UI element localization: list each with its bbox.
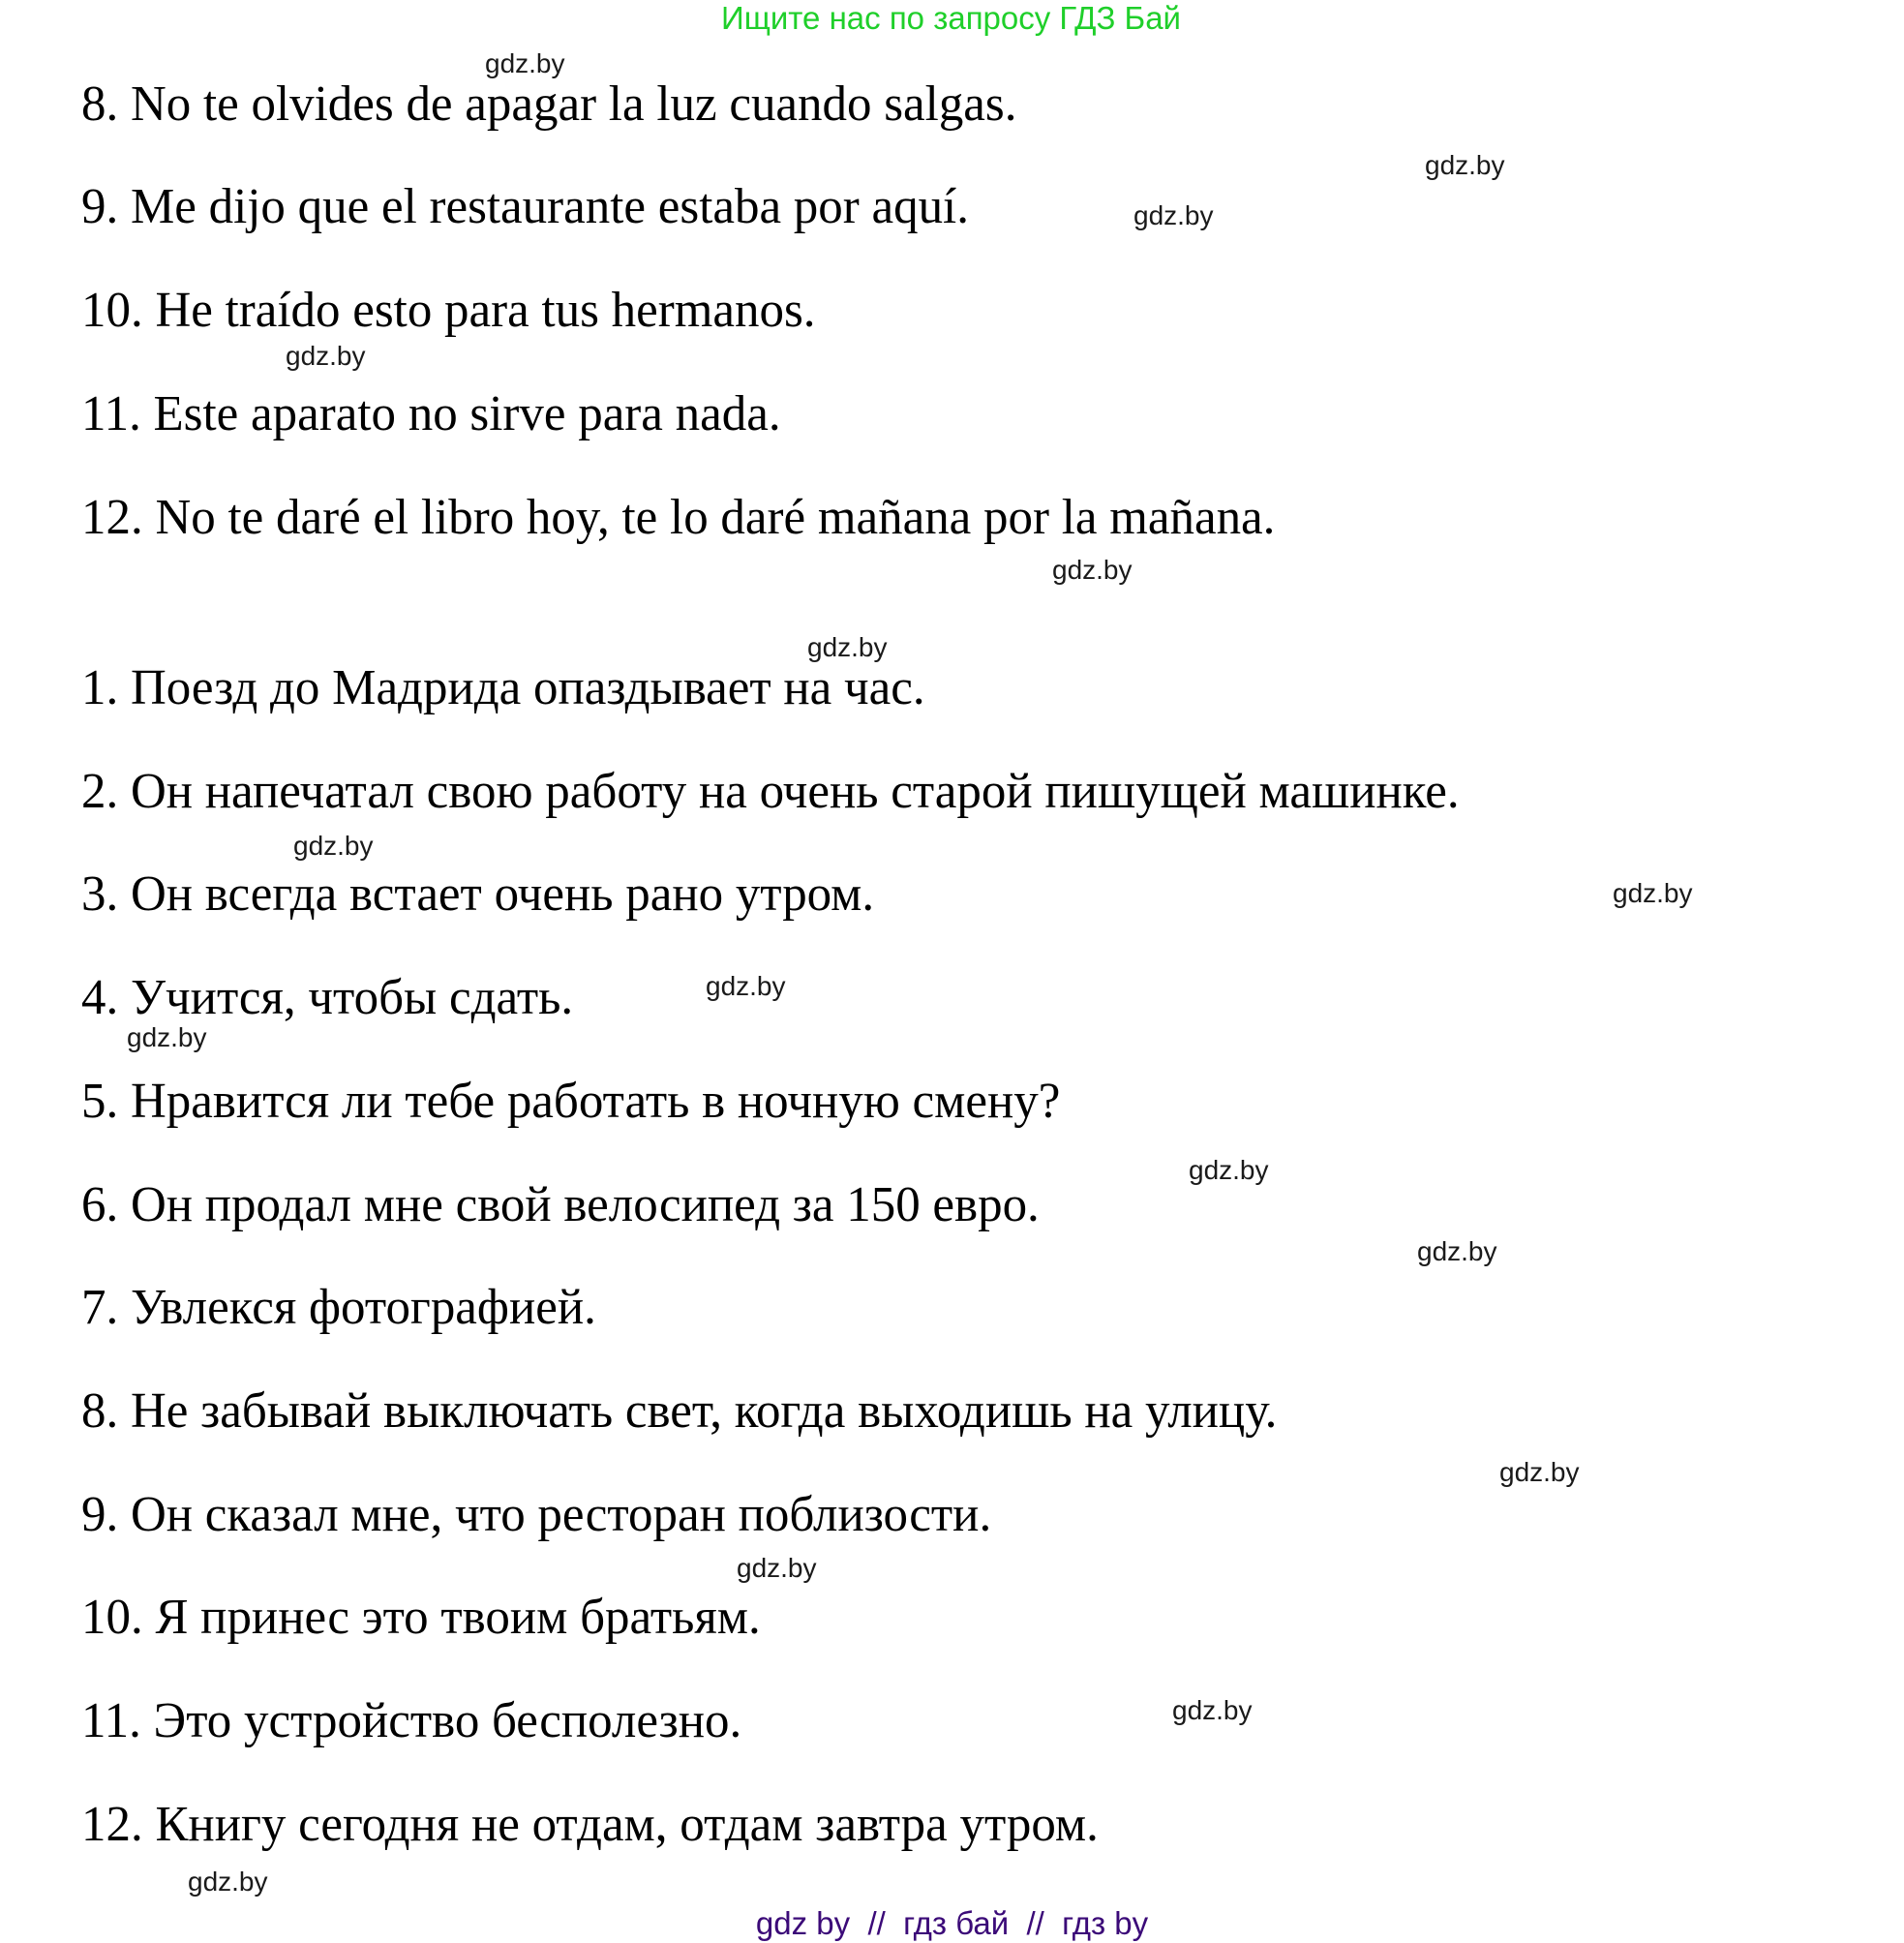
watermark: gdz.by: [188, 1867, 268, 1897]
russian-line-6: 6. Он продал мне свой велосипед за 150 евро.: [81, 1177, 1040, 1232]
russian-line-1: 1. Поезд до Мадрида опаздывает на час.: [81, 660, 925, 715]
footer-watermark: gdz by // гдз бай // гдз by: [755, 1905, 1149, 1941]
russian-line-11: 11. Это устройство бесполезно.: [81, 1693, 742, 1748]
watermark: gdz.by: [1189, 1155, 1269, 1185]
russian-line-5: 5. Нравится ли тебе работать в ночную смену?: [81, 1074, 1061, 1129]
spanish-line-12: 12. No te daré el libro hoy, te lo daré mañana por la mañana.: [81, 490, 1276, 545]
watermark: gdz.by: [1133, 200, 1214, 230]
russian-line-8: 8. Не забывай выключать свет, когда выходишь на улицу.: [81, 1383, 1278, 1439]
spanish-line-8: 8. No te olvides de apagar la luz cuando salgas.: [81, 76, 1017, 132]
watermark: gdz.by: [807, 632, 888, 662]
watermark: gdz.by: [1425, 150, 1505, 180]
watermark: gdz.by: [1613, 878, 1693, 908]
russian-line-12: 12. Книгу сегодня не отдам, отдам завтра утром.: [81, 1797, 1099, 1852]
search-banner: [0, 0, 1904, 37]
russian-line-2: 2. Он напечатал свою работу на очень старой пишущей машинке.: [81, 764, 1460, 819]
watermark: gdz.by: [286, 341, 366, 371]
watermark: gdz.by: [737, 1553, 817, 1583]
watermark: gdz.by: [485, 48, 565, 78]
russian-line-3: 3. Он всегда встает очень рано утром.: [81, 866, 875, 922]
search-banner-text: Ищите нас по запросу ГДЗ Бай: [721, 0, 1181, 36]
watermark: gdz.by: [127, 1022, 207, 1052]
russian-line-7: 7. Увлекся фотографией.: [81, 1280, 596, 1335]
watermark: gdz.by: [1052, 555, 1133, 585]
watermark: gdz.by: [706, 971, 786, 1001]
russian-line-10: 10. Я принес это твоим братьям.: [81, 1590, 761, 1645]
russian-line-9: 9. Он сказал мне, что ресторан поблизости.: [81, 1487, 992, 1542]
spanish-line-10: 10. He traído esto para tus hermanos.: [81, 283, 816, 338]
spanish-line-9: 9. Me dijo que el restaurante estaba por aquí.: [81, 179, 969, 234]
spanish-line-11: 11. Este aparato no sirve para nada.: [81, 386, 781, 441]
watermark: gdz.by: [1172, 1695, 1253, 1725]
russian-line-4: 4. Учится, чтобы сдать.: [81, 970, 574, 1025]
watermark: gdz.by: [1417, 1236, 1497, 1266]
watermark: gdz.by: [1499, 1457, 1580, 1487]
watermark: gdz.by: [293, 831, 374, 861]
